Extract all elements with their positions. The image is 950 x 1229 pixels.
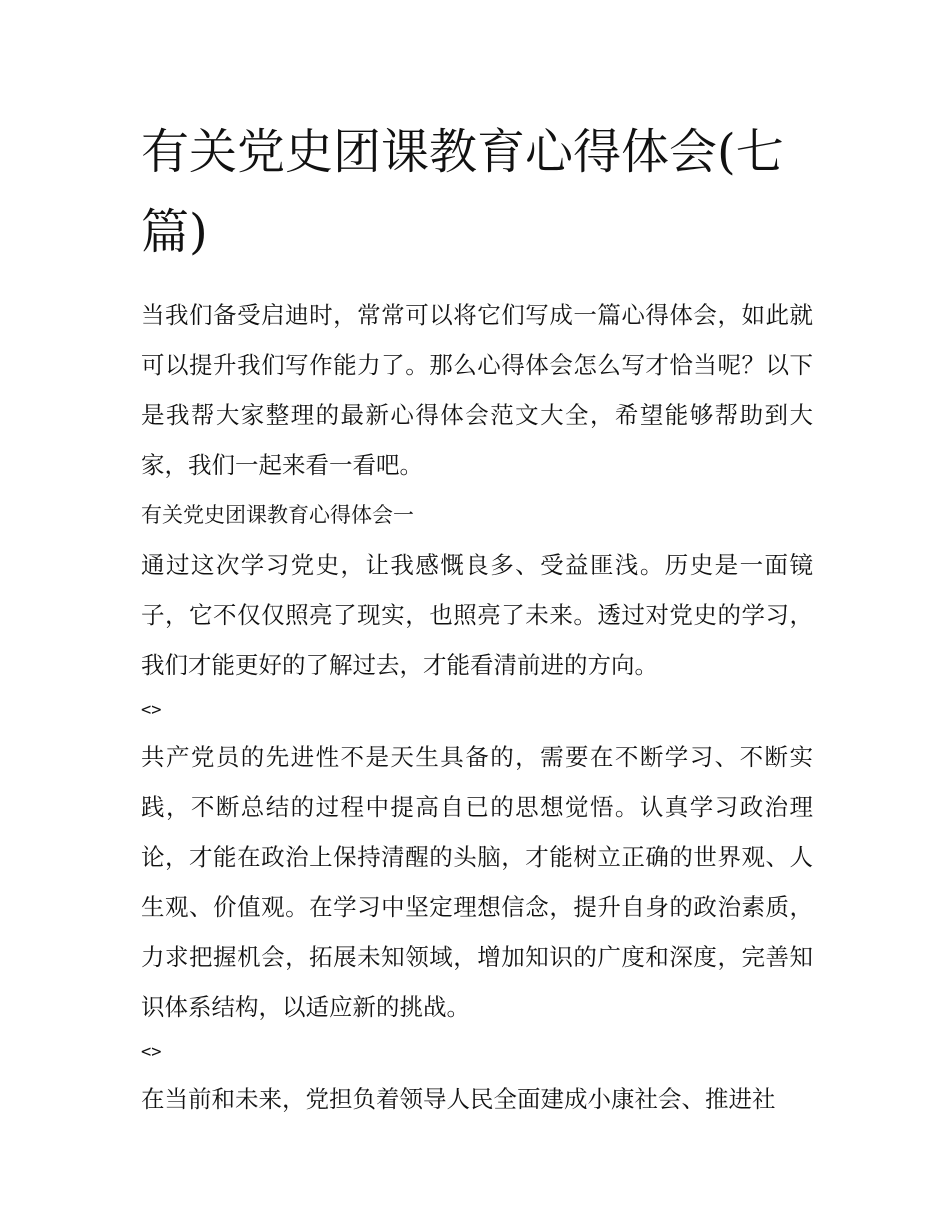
body-paragraph-2: 共产党员的先进性不是天生具备的，需要在不断学习、不断实践，不断总结的过程中提高自已的思想觉悟。认真学习政治理论，才能在政治上保持清醒的头脑，才能树立正确的世界观、人生观、价值观。在学习中坚定理想信念，提升自身的政治素质，力求把握机会，拓展未知领域，增加知识的广度和深度，完善知识体系结构，以适应新的挑战。 (141, 743, 813, 1021)
body-paragraph-3: 在当前和未来，党担负着领导人民全面建成小康社会、推进社 (141, 1085, 776, 1113)
document-title: 有关党史团课教育心得体会(七篇) (141, 124, 784, 260)
separator-marker-2: <> (141, 1042, 162, 1062)
intro-paragraph: 当我们备受启迪时，常常可以将它们写成一篇心得体会，如此就可以提升我们写作能力了。那么心得体会怎么写才恰当呢？以下是我帮大家整理的最新心得体会范文大全，希望能够帮助到大家，我们一起来看一看吧。 (141, 301, 813, 479)
separator-marker-1: <> (141, 700, 162, 720)
section-heading-1: 有关党史团课教育心得体会一 (141, 503, 414, 527)
body-paragraph-1: 通过这次学习党史，让我感慨良多、受益匪浅。历史是一面镜子，它不仅仅照亮了现实，也照亮了未来。透过对党史的学习，我们才能更好的了解过去，才能看清前进的方向。 (141, 551, 813, 679)
document-page (141, 112, 813, 1124)
